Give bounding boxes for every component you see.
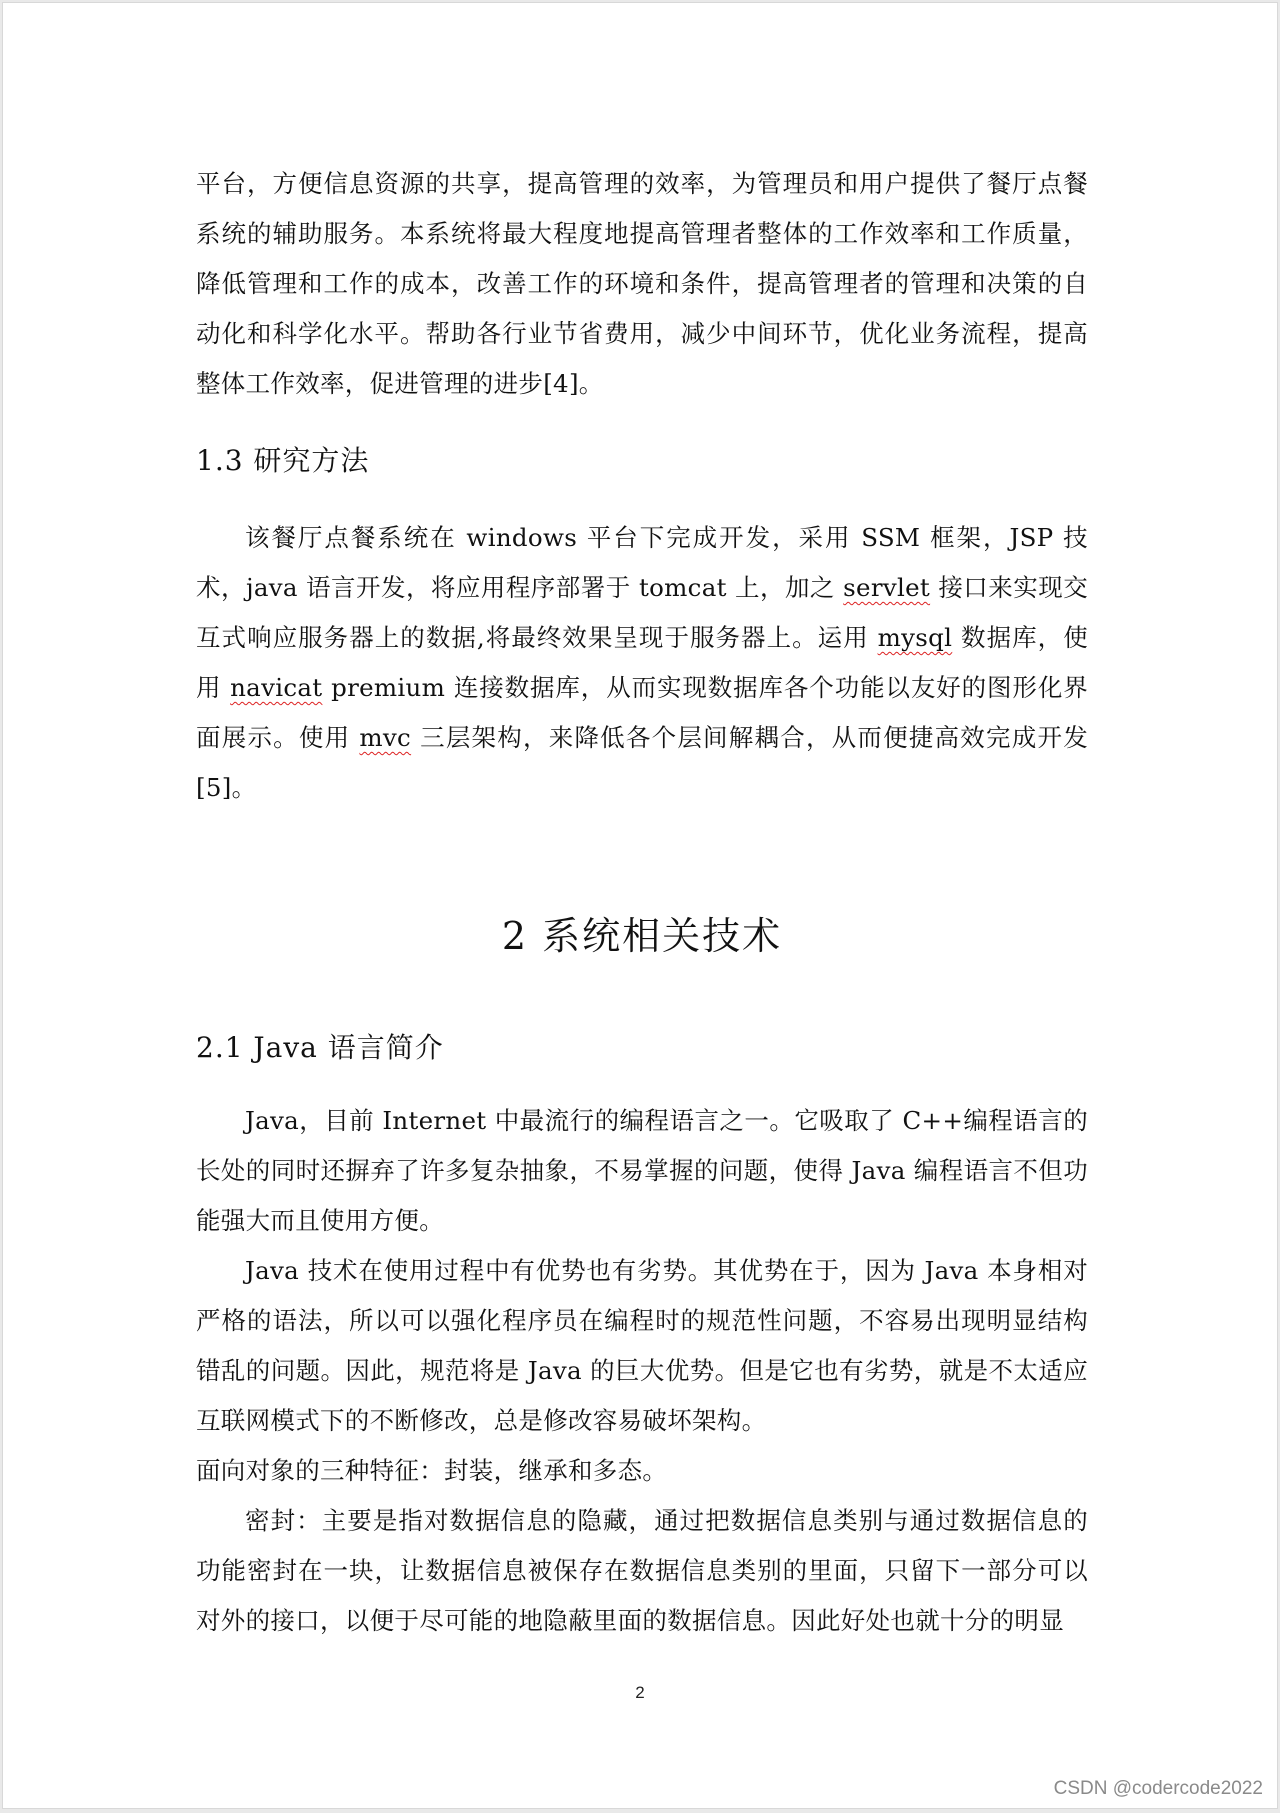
section-heading-1-3: 1.3 研究方法	[196, 444, 370, 477]
paragraph-java-pros-cons: Java 技术在使用过程中有优势也有劣势。其优势在于，因为 Java 本身相对严格的语法，所以可以强化程序员在编程时的规范性问题，不容易出现明显结构错乱的问题。因此，规范将是 Java 的巨大优势。但是它也有劣势，就是不太适应互联网模式下的不断修改，总是修改容易破坏架构。	[196, 1256, 1088, 1435]
section-heading-2-1: 2.1 Java 语言简介	[196, 1031, 444, 1064]
spellcheck-word: mvc	[359, 723, 412, 752]
paragraph-encapsulation: 密封：主要是指对数据信息的隐藏，通过把数据信息类别与通过数据信息的功能密封在一块，让数据信息被保存在数据信息类别的里面，只留下一部分可以对外的接口，以便于尽可能的地隐蔽里面的数据信息。因此好处也就十分的明显	[196, 1506, 1088, 1635]
page-number: 2	[635, 1683, 645, 1702]
paragraph-oop-features: 面向对象的三种特征：封装，继承和多态。	[196, 1456, 668, 1485]
spellcheck-word: navicat	[230, 673, 323, 702]
spellcheck-word: servlet	[843, 573, 931, 602]
chapter-title: 2 系统相关技术	[501, 914, 783, 958]
watermark-text: CSDN @codercode2022	[1053, 1778, 1263, 1799]
paragraph-java-intro: Java，目前 Internet 中最流行的编程语言之一。它吸取了 C++编程语言的长处的同时还摒弃了许多复杂抽象，不易掌握的问题，使得 Java 编程语言不但功能强大而且使用方便。	[196, 1106, 1088, 1235]
paragraph-continued: 平台，方便信息资源的共享，提高管理的效率，为管理员和用户提供了餐厅点餐系统的辅助服务。本系统将最大程度地提高管理者整体的工作效率和工作质量，降低管理和工作的成本，改善工作的环境和条件，提高管理者的管理和决策的自动化和科学化水平。帮助各行业节省费用，减少中间环节，优化业务流程，提高整体工作效率，促进管理的进步[4]。	[196, 169, 1088, 398]
page-content	[196, 159, 1088, 1646]
document-page	[2, 2, 1278, 1809]
paragraph-research-method: 该餐厅点餐系统在 windows 平台下完成开发，采用 SSM 框架，JSP 技术，java 语言开发，将应用程序部署于 tomcat 上，加之 servlet 接口来实现交互式响应服务器上的数据,将最终效果呈现于服务器上。运用 mysql 数据库，使用 navicat premium 连接数据库，从而实现数据库各个功能以友好的图形化界面展示。使用 mvc 三层架构，来降低各个层间解耦合，从而便捷高效完成开发[5]。	[196, 523, 1089, 802]
spellcheck-word: mysql	[877, 623, 953, 652]
